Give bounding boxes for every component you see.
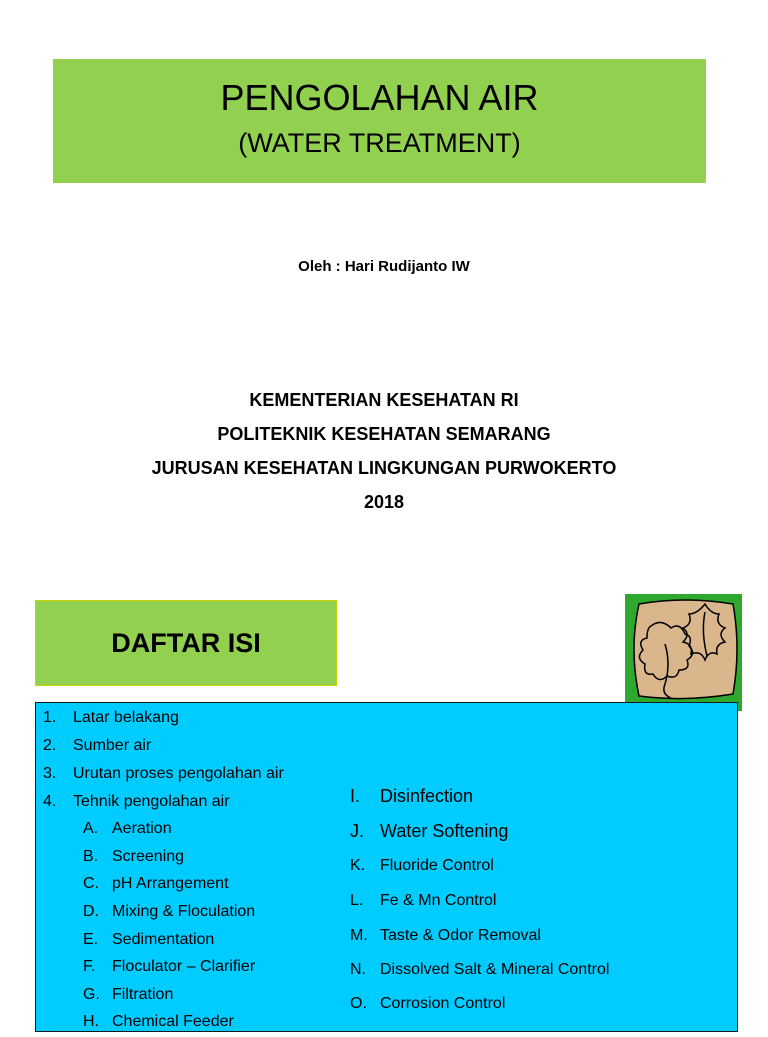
- item-letter: K.: [350, 857, 366, 874]
- item-label: Dissolved Salt & Mineral Control: [380, 961, 610, 978]
- item-label: Sumber air: [73, 737, 152, 754]
- title-banner: [53, 59, 706, 183]
- item-label: Fluoride Control: [380, 857, 494, 874]
- contents-slide: [0, 576, 768, 1030]
- item-letter: E.: [83, 931, 99, 948]
- item-number: 4.: [43, 793, 57, 810]
- item-number: 3.: [43, 765, 57, 782]
- slide-subtitle: (WATER TREATMENT): [238, 128, 521, 158]
- item-letter: N.: [350, 961, 366, 978]
- item-label: Chemical Feeder: [112, 1013, 234, 1030]
- institution-line: POLITEKNIK KESEHATAN SEMARANG: [217, 424, 551, 444]
- institution-line: KEMENTERIAN KESEHATAN RI: [249, 390, 519, 410]
- institution-year: 2018: [363, 492, 405, 512]
- item-letter: I.: [350, 786, 361, 806]
- item-letter: C.: [83, 875, 99, 892]
- item-letter: G.: [83, 986, 100, 1003]
- item-letter: J.: [350, 821, 365, 841]
- item-label: Urutan proses pengolahan air: [73, 765, 284, 782]
- item-label: Corrosion Control: [380, 995, 506, 1012]
- item-letter: L.: [350, 892, 364, 909]
- item-label: Fe & Mn Control: [380, 892, 497, 909]
- item-label: Water Softening: [380, 821, 509, 841]
- autumn-leaves-icon: [625, 594, 742, 711]
- item-label: Screening: [112, 848, 185, 865]
- item-number: 2.: [43, 737, 57, 754]
- item-label: Sedimentation: [112, 931, 215, 948]
- contents-title: DAFTAR ISI: [35, 600, 337, 686]
- item-label: Tehnik pengolahan air: [73, 793, 230, 810]
- item-label: Disinfection: [380, 786, 474, 806]
- item-label: Latar belakang: [73, 709, 179, 726]
- institution-block: [0, 383, 768, 519]
- item-letter: O.: [350, 995, 367, 1012]
- item-letter: B.: [83, 848, 99, 865]
- item-label: Aeration: [112, 820, 172, 837]
- item-number: 1.: [43, 709, 57, 726]
- item-label: Taste & Odor Removal: [380, 927, 541, 944]
- item-label: Filtration: [112, 986, 174, 1003]
- item-letter: A.: [83, 820, 99, 837]
- item-label: Mixing & Floculation: [112, 903, 256, 920]
- slide-title: PENGOLAHAN AIR: [220, 77, 539, 118]
- item-letter: D.: [83, 903, 99, 920]
- item-letter: H.: [83, 1013, 99, 1030]
- author-line: Oleh : Hari Rudijanto IW: [298, 258, 470, 275]
- item-label: pH Arrangement: [112, 875, 229, 892]
- item-label: Floculator – Clarifier: [112, 958, 256, 975]
- contents-panel: [35, 702, 738, 1032]
- institution-line: JURUSAN KESEHATAN LINGKUNGAN PURWOKERTO: [151, 458, 617, 478]
- item-letter: F.: [83, 958, 96, 975]
- item-letter: M.: [350, 927, 368, 944]
